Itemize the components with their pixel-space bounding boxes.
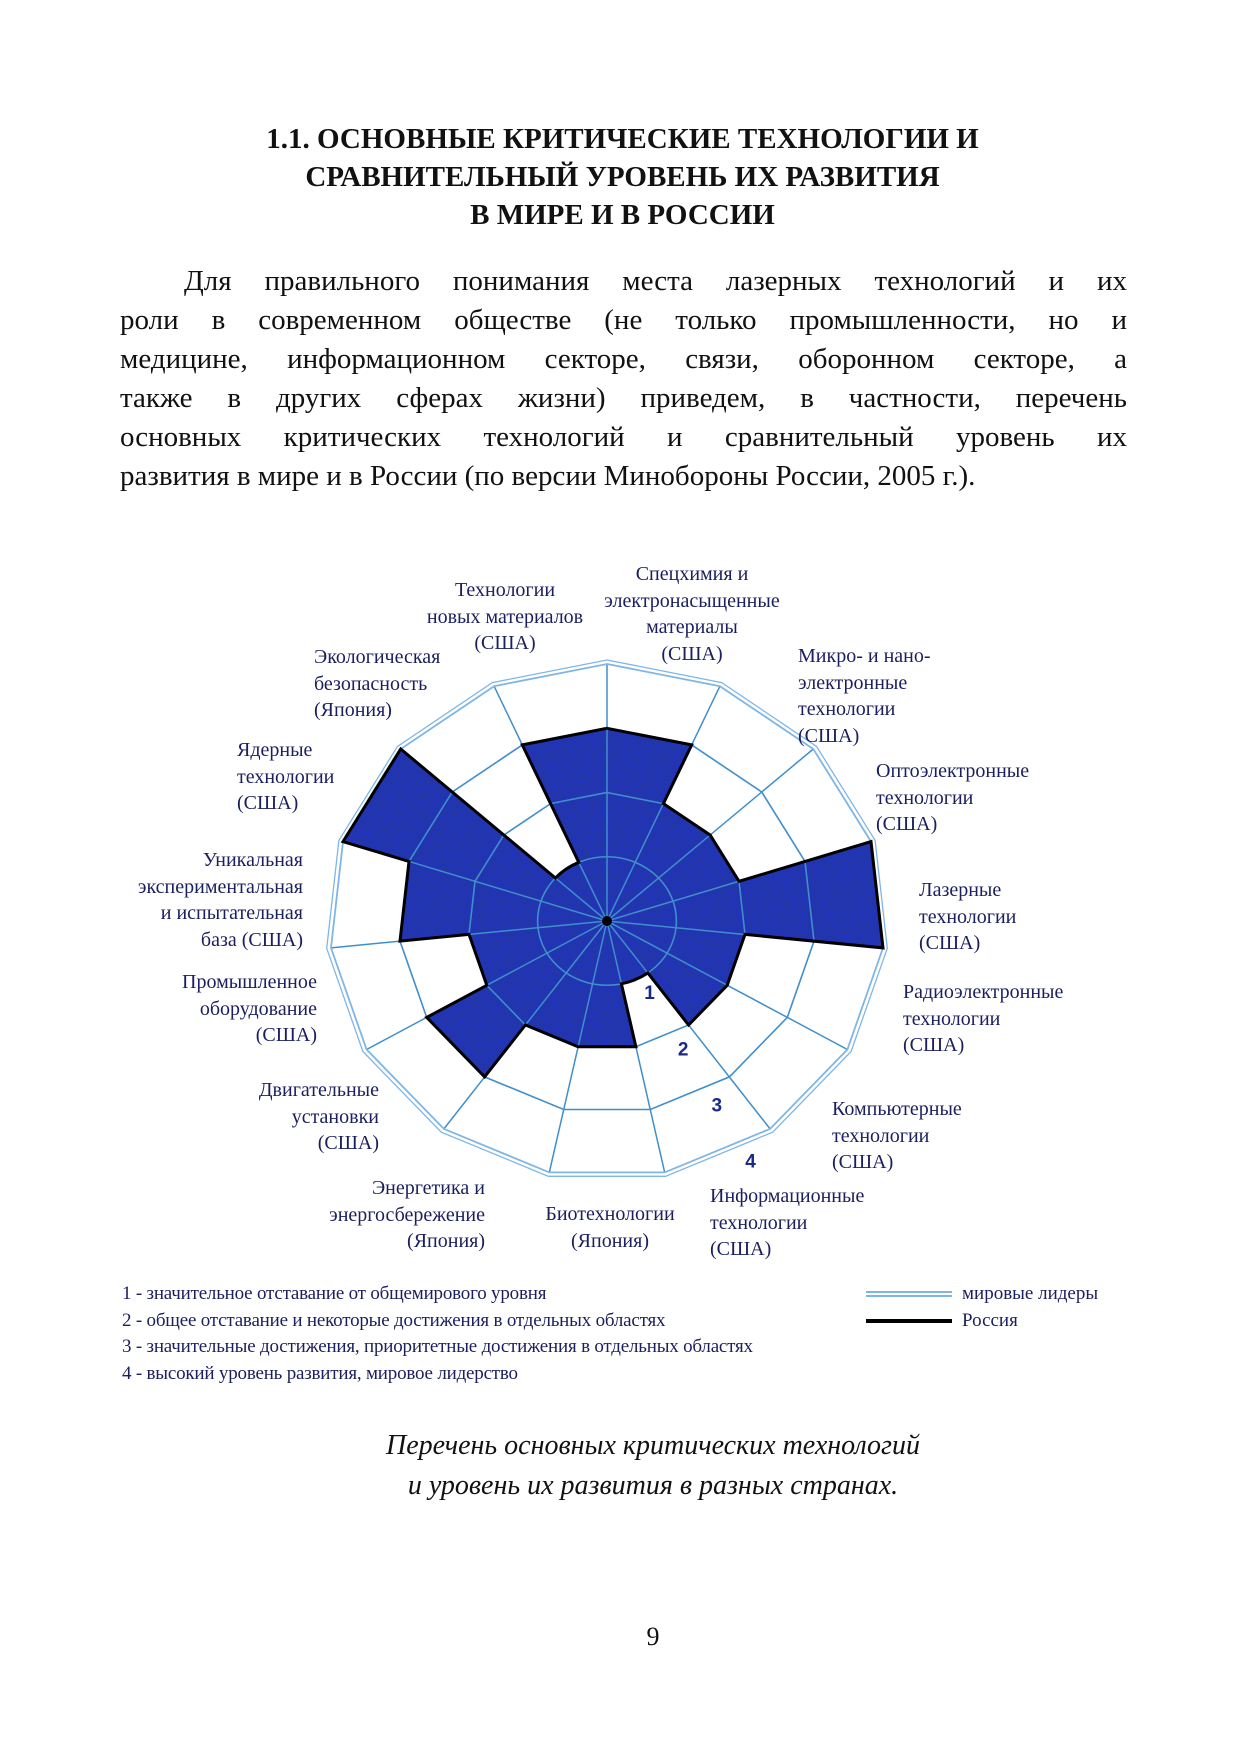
level-number-label: 2: [677, 1039, 689, 1061]
category-label-line: (США): [876, 813, 938, 835]
category-label: [903, 979, 1063, 1059]
category-label-line: Компьютерные: [832, 1098, 962, 1120]
legend-item-leaders: [866, 1281, 1098, 1308]
series-legend: [866, 1281, 1098, 1334]
category-label-line: (США): [317, 1132, 379, 1154]
category-label: [329, 1175, 485, 1255]
caption-line: Перечень основных критических технологий: [386, 1430, 920, 1461]
category-label-line: технологии: [832, 1124, 930, 1147]
category-label-line: Технологии: [454, 579, 556, 601]
category-label-line: (США): [255, 1024, 317, 1046]
category-label: [138, 847, 303, 953]
category-label-line: Уникальная: [202, 849, 303, 871]
category-label: [832, 1096, 962, 1176]
category-label-line: технологии: [919, 905, 1017, 928]
category-label-line: (Япония): [571, 1229, 649, 1252]
legend-label: Россия: [962, 1309, 1018, 1331]
heading-line: СРАВНИТЕЛЬНЫЙ УРОВЕНЬ ИХ РАЗВИТИЯ: [305, 161, 940, 193]
paragraph-line: Для правильного понимания места лазерных технологий и их: [184, 265, 1127, 297]
figure-caption: [0, 1426, 1241, 1506]
category-label-line: (США): [798, 724, 860, 747]
legend-level-1: 1 - значительное отставание от общемирового уровня: [122, 1283, 547, 1304]
category-label: [460, 1201, 760, 1254]
category-label-line: Оптоэлектронные: [876, 760, 1030, 782]
category-label-line: (США): [832, 1151, 894, 1173]
category-label-line: Энергетика и: [371, 1177, 485, 1199]
level-number-label: 1: [644, 983, 655, 1005]
category-label-line: Информационные: [710, 1185, 865, 1207]
legend-level-3: 3 - значительные достижения, приоритетные достижения в отдельных областях: [122, 1336, 753, 1357]
category-label: [259, 1077, 379, 1157]
category-label-line: технологии: [237, 765, 335, 788]
black-line-swatch: [866, 1319, 952, 1323]
category-label-line: Радиоэлектронные: [903, 981, 1064, 1003]
category-label-line: (Япония): [314, 699, 392, 721]
category-label-line: экспериментальная: [137, 875, 303, 898]
category-label-line: Промышленное: [182, 971, 317, 993]
category-label-line: Двигательные: [258, 1079, 379, 1101]
heading-line: В МИРЕ И В РОССИИ: [470, 199, 775, 231]
category-label-line: материалы: [646, 616, 738, 638]
category-label: [798, 643, 931, 749]
category-label-line: база (США): [200, 928, 303, 951]
heading-line: 1.1. ОСНОВНЫЕ КРИТИЧЕСКИЕ ТЕХНОЛОГИИ И: [266, 123, 979, 155]
category-label-line: Экологическая: [314, 646, 441, 668]
double-line-swatch: [866, 1291, 952, 1297]
category-label-line: Спецхимия и: [635, 563, 749, 585]
paragraph-line: также в других сферах жизни) приведем, в частности, перечень: [120, 382, 1127, 414]
paragraph-line: основных критических технологий и сравнительный уровень их: [120, 421, 1127, 453]
category-label-line: (США): [903, 1034, 965, 1056]
category-label-line: безопасность: [314, 672, 428, 695]
paragraph-line: развития в мире и в России (по версии Минобороны России, 2005 г.).: [120, 460, 976, 492]
category-label-line: (США): [237, 792, 299, 814]
category-label-line: технологии: [798, 698, 896, 720]
level-number-label: 3: [711, 1095, 723, 1117]
category-label-line: новых материалов: [426, 605, 584, 628]
category-label-line: Ядерные: [237, 739, 313, 761]
category-label-line: технологии: [876, 786, 974, 809]
caption-line: и уровень их развития в разных странах.: [407, 1470, 899, 1501]
category-label-line: оборудование: [199, 997, 317, 1020]
legend-level-2: 2 - общее отставание и некоторые достижения в отдельных областях: [122, 1309, 666, 1331]
category-label-line: установки: [291, 1105, 379, 1128]
category-label-line: Лазерные: [919, 879, 1002, 901]
category-label-line: и испытательная: [160, 902, 303, 924]
paragraph-line: медицине, информационном секторе, связи, оборонном секторе, а: [120, 343, 1127, 375]
category-label-line: электронасыщенные: [604, 589, 780, 612]
category-label: [237, 737, 334, 817]
category-label-line: (Япония): [407, 1230, 485, 1252]
category-label: [919, 877, 1016, 957]
center-dot: [602, 916, 612, 926]
category-label-line: Микро- и нано-: [798, 645, 931, 667]
category-label: [182, 969, 317, 1049]
category-label-line: энергосбережение: [329, 1203, 485, 1226]
category-label-line: электронные: [798, 671, 908, 694]
legend-level-4: 4 - высокий уровень развития, мировое лидерство: [122, 1362, 518, 1384]
paragraph-line: роли в современном обществе (не только промышленности, но и: [120, 304, 1127, 336]
category-label-line: (США): [710, 1238, 772, 1260]
legend-label: мировые лидеры: [962, 1283, 1099, 1304]
category-label-line: (США): [474, 632, 536, 654]
category-label: [355, 577, 655, 657]
category-label-line: технологии: [710, 1211, 808, 1234]
legend-item-russia: [866, 1308, 1098, 1335]
category-label-line: Биотехнологии: [545, 1203, 675, 1225]
level-number-label: 4: [745, 1151, 756, 1173]
level-legend: [122, 1281, 753, 1387]
category-label-line: технологии: [903, 1007, 1001, 1030]
category-label-line: (США): [661, 642, 723, 665]
page-number: 9: [646, 1622, 660, 1651]
category-label: [876, 758, 1029, 838]
category-label-line: (США): [919, 932, 981, 954]
